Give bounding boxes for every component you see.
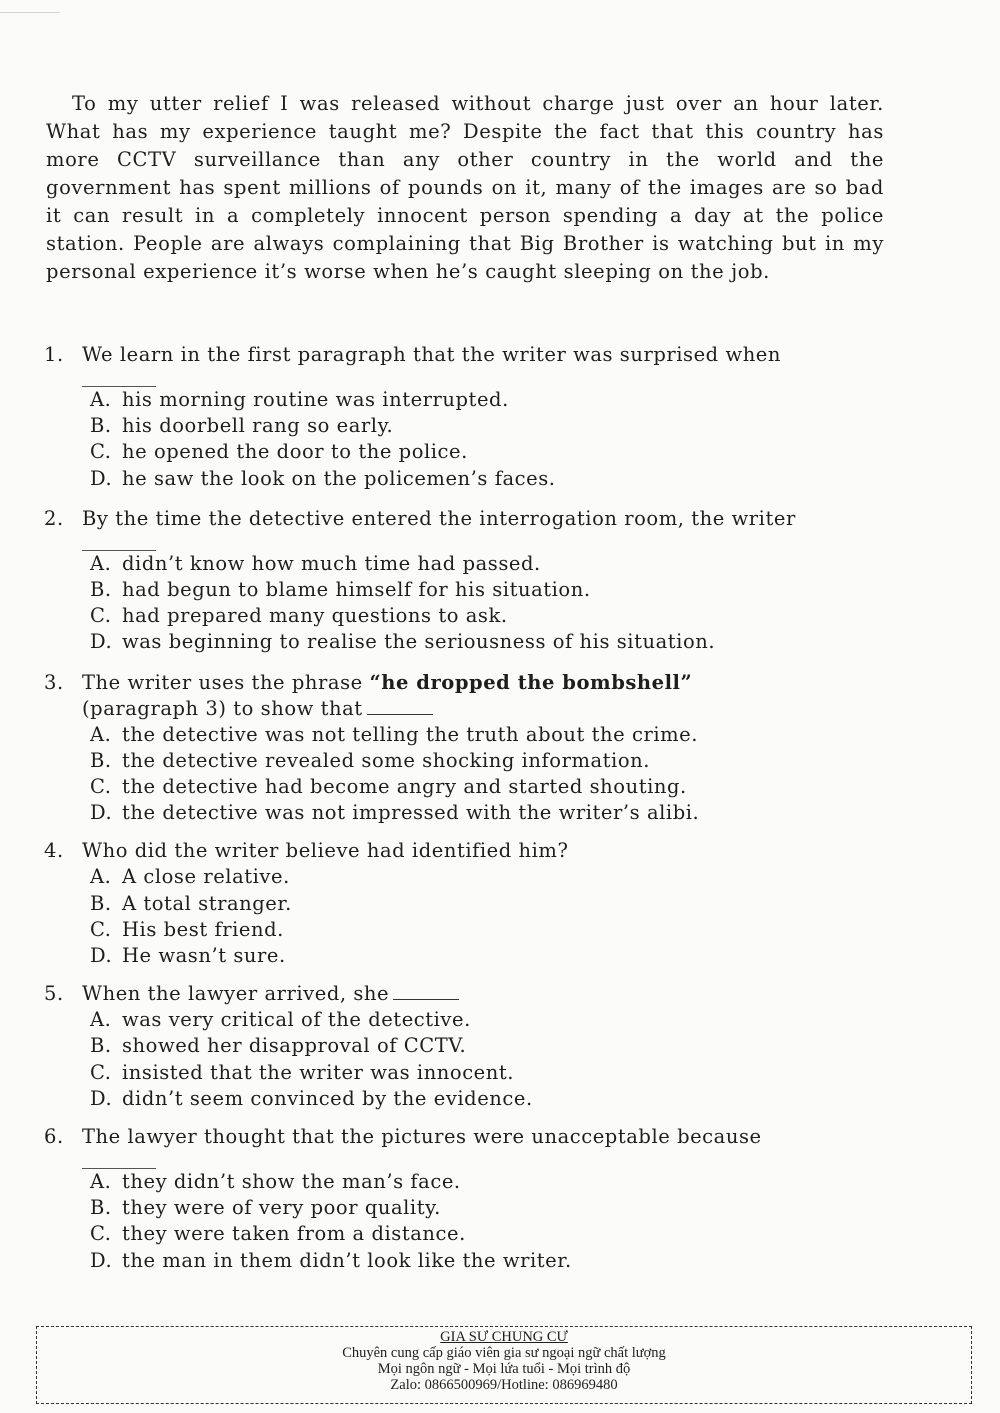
- option-d: [90, 466, 884, 492]
- option-d: [90, 629, 884, 655]
- option-text: they were of very poor quality.: [122, 1196, 441, 1220]
- question-2: [44, 506, 884, 656]
- question-number: 4.: [44, 839, 64, 863]
- stem-after: (paragraph 3) to show that: [82, 696, 363, 720]
- question-number: 3.: [44, 670, 64, 694]
- option-a: [90, 1169, 884, 1195]
- option-letter: A.: [90, 722, 112, 746]
- footer-contact: Zalo: 0866500969/Hotline: 086969480: [390, 1377, 618, 1393]
- option-letter: D.: [90, 944, 113, 968]
- question-stem: We learn in the first paragraph that the writer was surprised when: [82, 343, 782, 366]
- option-d: [90, 1086, 884, 1112]
- option-b: [90, 748, 884, 774]
- option-text: A total stranger.: [122, 891, 292, 915]
- option-text: his doorbell rang so early.: [122, 414, 394, 438]
- option-text: was beginning to realise the seriousness of his situation.: [122, 630, 716, 654]
- option-text: they didn’t show the man’s face.: [122, 1170, 461, 1194]
- question-number: 5.: [44, 982, 64, 1006]
- option-c: [90, 1221, 884, 1247]
- option-letter: C.: [90, 604, 112, 628]
- option-letter: D.: [90, 801, 113, 825]
- question-list: [44, 342, 884, 1274]
- footer-line-1: Chuyên cung cấp giáo viên gia sư ngoại ngữ chất lượng: [342, 1345, 666, 1361]
- answer-blank: [82, 368, 156, 387]
- option-text: the detective was not telling the truth about the crime.: [122, 722, 698, 746]
- scan-artifact: [0, 0, 60, 13]
- question-5: [44, 981, 884, 1112]
- option-c: [90, 439, 884, 465]
- option-text: the detective was not impressed with the writer’s alibi.: [122, 801, 700, 825]
- option-letter: C.: [90, 775, 112, 799]
- option-letter: D.: [90, 630, 113, 654]
- option-letter: B.: [90, 891, 112, 915]
- option-letter: A.: [90, 1170, 112, 1194]
- option-a: [90, 387, 884, 413]
- option-text: they were taken from a distance.: [122, 1222, 466, 1246]
- option-letter: A.: [90, 388, 112, 411]
- option-b: [90, 891, 884, 917]
- option-letter: D.: [90, 1248, 113, 1272]
- footer-line-2: Mọi ngôn ngữ - Mọi lứa tuổi - Mọi trình độ: [377, 1361, 631, 1377]
- answer-blank: [82, 532, 156, 551]
- question-4: [44, 838, 884, 969]
- question-number: 1.: [44, 343, 64, 366]
- option-b: [90, 577, 884, 603]
- question-number: 6.: [44, 1125, 64, 1149]
- reading-passage: [46, 90, 884, 286]
- answer-blank: [393, 983, 459, 1000]
- option-d: [90, 1248, 884, 1274]
- question-stem: [82, 670, 884, 722]
- question-number: 2.: [44, 506, 64, 530]
- option-letter: C.: [90, 1060, 112, 1084]
- option-d: [90, 800, 884, 826]
- option-text: His best friend.: [122, 917, 284, 941]
- option-text: the detective revealed some shocking information.: [122, 748, 650, 772]
- option-letter: C.: [90, 917, 112, 941]
- stem-before: The writer uses the phrase: [82, 670, 370, 694]
- advertisement-box: [36, 1326, 972, 1404]
- option-letter: B.: [90, 414, 112, 438]
- option-letter: A.: [90, 551, 112, 575]
- question-3: [44, 670, 884, 827]
- answer-blank: [367, 698, 433, 715]
- question-1: [44, 342, 884, 492]
- option-letter: A.: [90, 1008, 112, 1032]
- option-text: he opened the door to the police.: [122, 440, 468, 464]
- option-c: [90, 603, 884, 629]
- option-text: didn’t know how much time had passed.: [122, 551, 541, 575]
- question-stem: [82, 981, 884, 1007]
- option-a: [90, 551, 884, 577]
- option-b: [90, 1033, 884, 1059]
- option-c: [90, 774, 884, 800]
- option-letter: D.: [90, 1086, 113, 1110]
- option-text: didn’t seem convinced by the evidence.: [122, 1086, 533, 1110]
- option-letter: A.: [90, 865, 112, 889]
- option-c: [90, 917, 884, 943]
- option-letter: B.: [90, 748, 112, 772]
- question-stem: Who did the writer believe had identified him?: [82, 839, 569, 863]
- option-text: was very critical of the detective.: [122, 1008, 471, 1032]
- question-stem: By the time the detective entered the interrogation room, the writer: [82, 506, 796, 530]
- option-text: insisted that the writer was innocent.: [122, 1060, 515, 1084]
- option-text: the man in them didn’t look like the writer.: [122, 1248, 572, 1272]
- option-d: [90, 943, 884, 969]
- option-letter: B.: [90, 1034, 112, 1058]
- option-text: He wasn’t sure.: [122, 944, 286, 968]
- option-letter: D.: [90, 466, 113, 490]
- option-letter: B.: [90, 578, 112, 602]
- option-c: [90, 1060, 884, 1086]
- answer-blank: [82, 1150, 156, 1169]
- passage-paragraph: To my utter relief I was released without charge just over an hour later. What has my experience taught me? Despite the fact that this country has more CCTV surveillance than any other country in the world and the government has spent millions of pounds on it, many of the images are so bad it can result in a completely innocent person spending a day at the police station. People are always complaining that Big Brother is watching but in my personal experience it’s worse when he’s caught sleeping on the job.: [46, 92, 884, 283]
- quoted-phrase: “he dropped the bombshell”: [369, 670, 693, 694]
- option-text: had prepared many questions to ask.: [122, 604, 508, 628]
- option-text: he saw the look on the policemen’s faces.: [122, 466, 556, 490]
- option-b: [90, 413, 884, 439]
- option-a: [90, 1007, 884, 1033]
- option-text: his morning routine was interrupted.: [122, 388, 509, 411]
- option-letter: C.: [90, 1222, 112, 1246]
- option-text: showed her disapproval of CCTV.: [122, 1034, 467, 1058]
- option-text: had begun to blame himself for his situation.: [122, 578, 591, 602]
- option-b: [90, 1195, 884, 1221]
- question-6: [44, 1124, 884, 1274]
- stem-text: When the lawyer arrived, she: [82, 982, 390, 1006]
- option-a: [90, 864, 884, 890]
- option-a: [90, 722, 884, 748]
- option-letter: C.: [90, 440, 112, 464]
- question-stem: The lawyer thought that the pictures were unacceptable because: [82, 1125, 762, 1149]
- option-text: A close relative.: [122, 865, 290, 889]
- option-letter: B.: [90, 1196, 112, 1220]
- footer-title: GIA SƯ CHUNG CƯ: [440, 1329, 568, 1345]
- option-text: the detective had become angry and started shouting.: [122, 775, 687, 799]
